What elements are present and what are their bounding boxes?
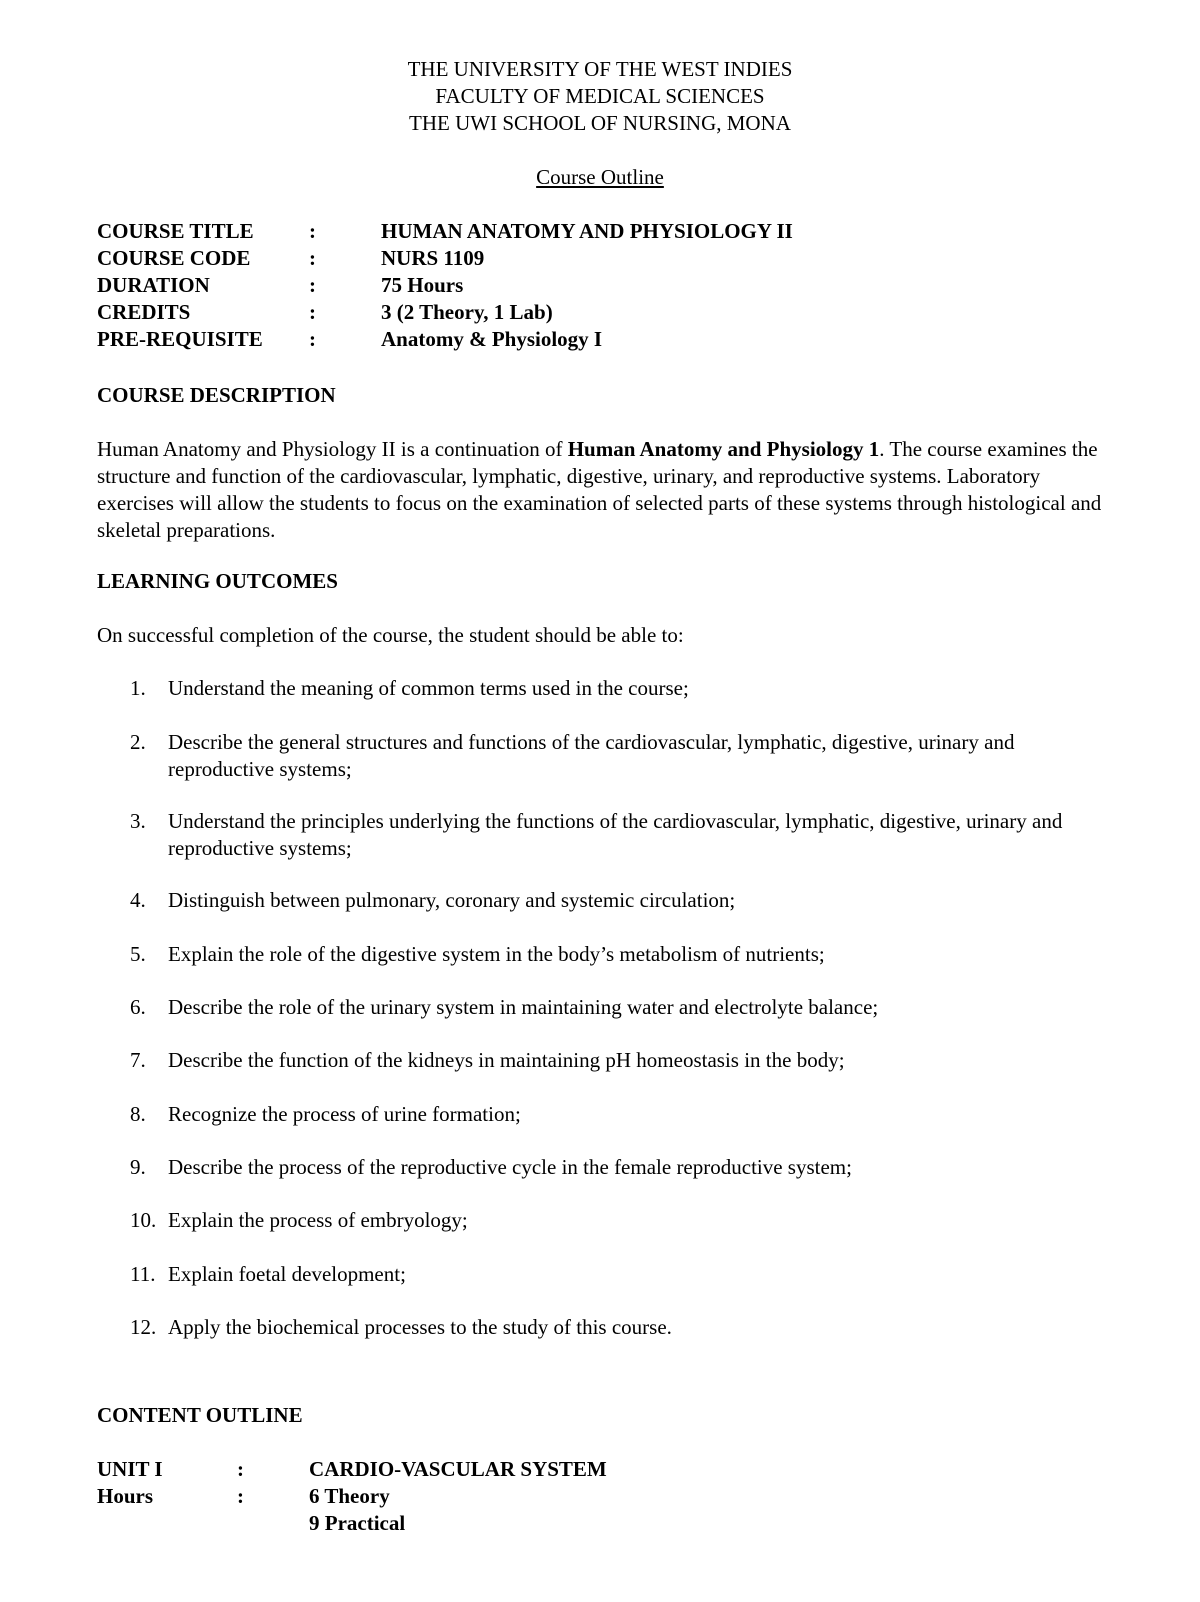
info-colon: : <box>309 219 316 243</box>
unit-colon: : <box>237 1457 244 1481</box>
hours-practical: 9 Practical <box>309 1511 406 1535</box>
hours-practical-row <box>97 1510 607 1537</box>
course-title-row <box>97 218 793 245</box>
course-description-text <box>97 436 1117 544</box>
list-item-text: Describe the general structures and functions of the cardiovascular, lymphatic, digestive, urinary and reproductive systems; <box>168 730 1015 781</box>
list-item-number: 12. <box>130 1315 157 1339</box>
info-value: NURS 1109 <box>381 246 485 270</box>
list-item-number: 5. <box>130 942 146 966</box>
list-item-text: Understand the meaning of common terms used in the course; <box>168 676 689 700</box>
credits-row <box>97 299 793 326</box>
course-outline-title: Course Outline <box>536 165 664 189</box>
info-value: 3 (2 Theory, 1 Lab) <box>381 300 553 324</box>
list-item-text: Explain the process of embryology; <box>168 1208 468 1232</box>
university-name: THE UNIVERSITY OF THE WEST INDIES <box>407 57 793 81</box>
list-item <box>130 1101 1100 1128</box>
list-item <box>130 887 1100 914</box>
course-code-row <box>97 245 793 272</box>
info-colon: : <box>309 273 316 297</box>
info-value: HUMAN ANATOMY AND PHYSIOLOGY II <box>381 219 793 243</box>
list-item-number: 9. <box>130 1155 146 1179</box>
unit-row <box>97 1456 607 1483</box>
info-label: CREDITS <box>97 300 191 324</box>
document-header <box>0 56 1200 137</box>
list-item-text: Apply the biochemical processes to the study of this course. <box>168 1315 672 1339</box>
list-item <box>130 1261 1100 1288</box>
course-description-heading: COURSE DESCRIPTION <box>97 383 336 407</box>
list-item <box>130 994 1100 1021</box>
list-item <box>130 729 1100 783</box>
info-value: Anatomy & Physiology I <box>381 327 603 351</box>
list-item-text: Understand the principles underlying the functions of the cardiovascular, lymphatic, digestive, urinary and reproductive systems; <box>168 809 1063 860</box>
list-item <box>130 1314 1100 1341</box>
list-item-number: 3. <box>130 809 146 833</box>
hours-label: Hours <box>97 1484 154 1508</box>
hours-colon: : <box>237 1484 244 1508</box>
prerequisite-row <box>97 326 793 353</box>
description-text-start: Human Anatomy and Physiology II is a continuation of <box>97 437 568 461</box>
list-item <box>130 675 1100 702</box>
list-item-number: 7. <box>130 1048 146 1072</box>
list-item-text: Explain the role of the digestive system in the body’s metabolism of nutrients; <box>168 942 825 966</box>
hours-theory: 6 Theory <box>309 1484 390 1508</box>
list-item <box>130 941 1100 968</box>
list-item-number: 11. <box>130 1262 156 1286</box>
info-label: DURATION <box>97 273 210 297</box>
duration-row <box>97 272 793 299</box>
learning-outcomes-heading: LEARNING OUTCOMES <box>97 569 338 593</box>
info-value: 75 Hours <box>381 273 464 297</box>
faculty-name: FACULTY OF MEDICAL SCIENCES <box>435 84 765 108</box>
info-label: PRE-REQUISITE <box>97 327 263 351</box>
list-item-text: Distinguish between pulmonary, coronary and systemic circulation; <box>168 888 736 912</box>
hours-row <box>97 1483 607 1510</box>
list-item-text: Recognize the process of urine formation; <box>168 1102 521 1126</box>
list-item-number: 4. <box>130 888 146 912</box>
list-item-text: Explain foetal development; <box>168 1262 406 1286</box>
description-text-end: . The course examines the structure and function of the cardiovascular, lymphatic, digestive, urinary, and reproductive systems. Laboratory exercises will allow the students to focus on the examination of selected parts of these systems through histological and skeletal preparations. <box>97 437 1102 542</box>
list-item-number: 6. <box>130 995 146 1019</box>
learning-outcomes-intro: On successful completion of the course, the student should be able to: <box>97 623 684 647</box>
school-name: THE UWI SCHOOL OF NURSING, MONA <box>409 111 791 135</box>
list-item-number: 1. <box>130 676 146 700</box>
list-item-number: 2. <box>130 730 146 754</box>
info-label: COURSE CODE <box>97 246 251 270</box>
info-label: COURSE TITLE <box>97 219 254 243</box>
list-item-number: 8. <box>130 1102 146 1126</box>
list-item <box>130 808 1100 862</box>
list-item <box>130 1207 1100 1234</box>
unit-info-table <box>97 1456 607 1537</box>
content-outline-heading: CONTENT OUTLINE <box>97 1403 303 1427</box>
list-item-text: Describe the role of the urinary system in maintaining water and electrolyte balance; <box>168 995 879 1019</box>
info-colon: : <box>309 300 316 324</box>
list-item <box>130 1154 1100 1181</box>
unit-title: CARDIO-VASCULAR SYSTEM <box>309 1457 607 1481</box>
course-info-table <box>97 218 793 353</box>
list-item <box>130 1047 1100 1074</box>
list-item-text: Describe the function of the kidneys in maintaining pH homeostasis in the body; <box>168 1048 845 1072</box>
info-colon: : <box>309 327 316 351</box>
description-bold-course: Human Anatomy and Physiology 1 <box>567 437 880 461</box>
info-colon: : <box>309 246 316 270</box>
list-item-text: Describe the process of the reproductive cycle in the female reproductive system; <box>168 1155 852 1179</box>
list-item-number: 10. <box>130 1208 157 1232</box>
unit-label: UNIT I <box>97 1457 163 1481</box>
